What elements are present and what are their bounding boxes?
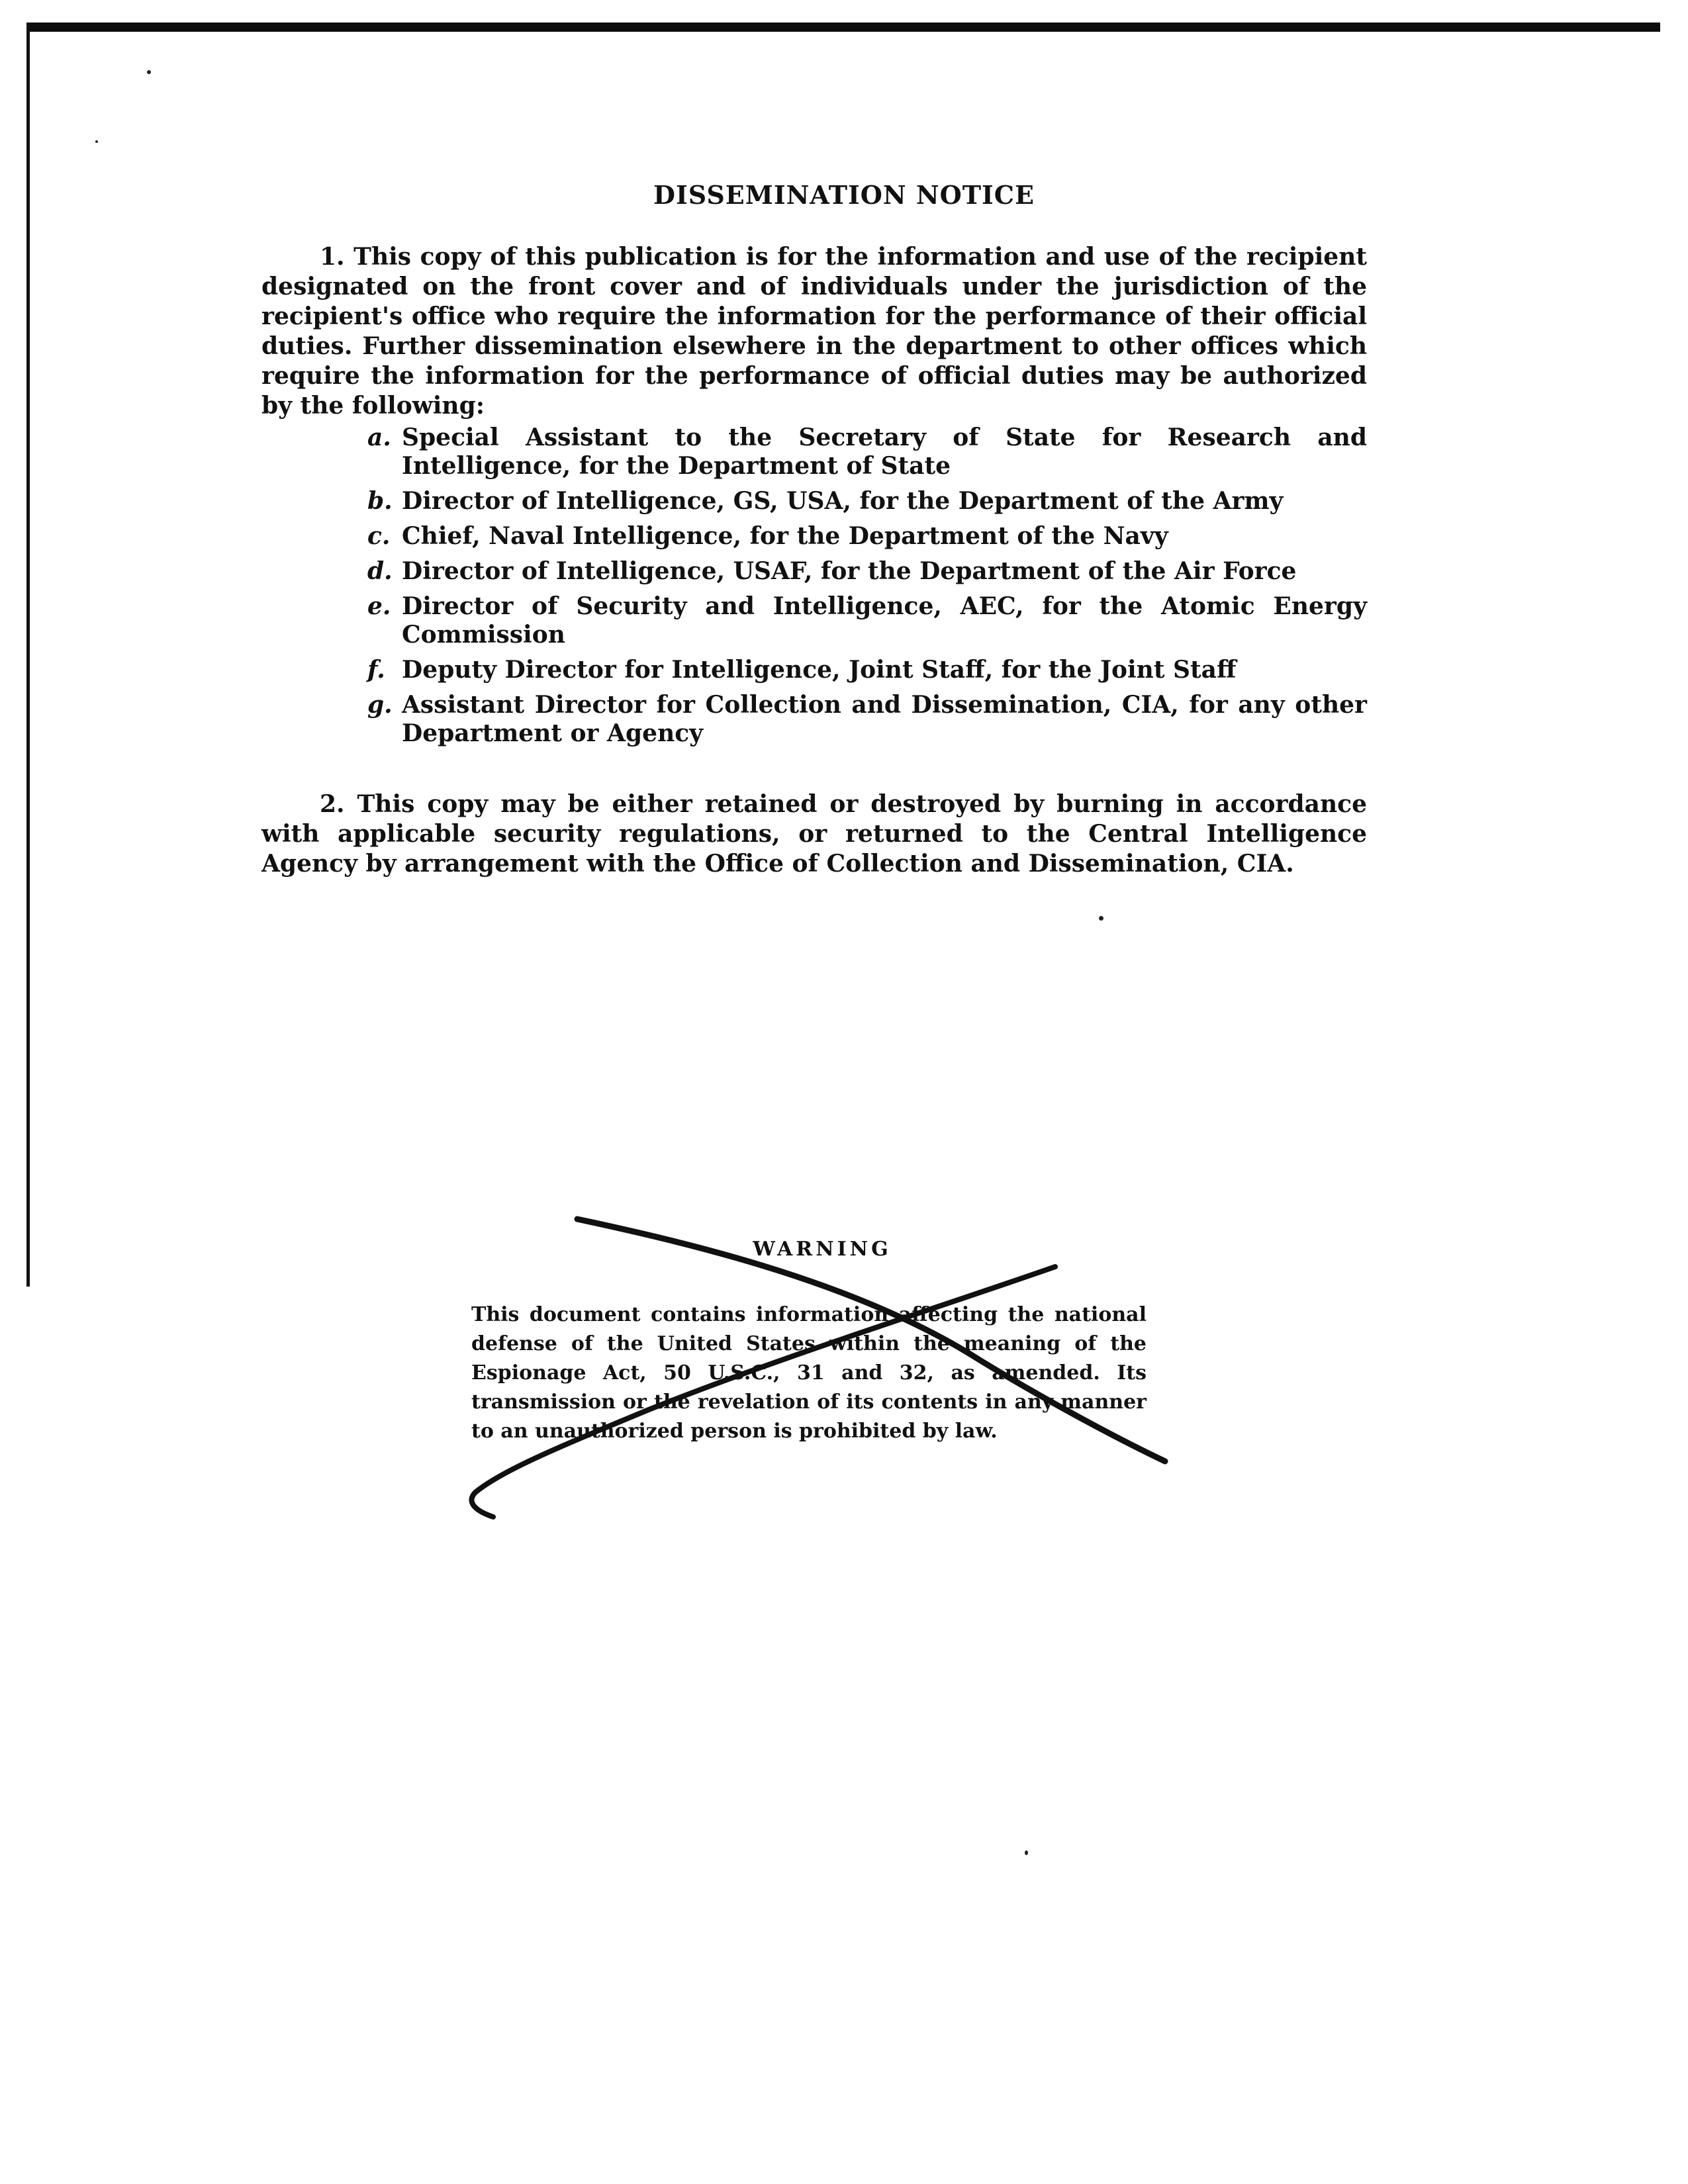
scan-speck xyxy=(1025,1850,1028,1855)
scan-speck xyxy=(1099,916,1103,921)
list-item-text: Director of Intelligence, GS, USA, for the Department of the Army xyxy=(402,487,1284,515)
scan-left-border xyxy=(26,23,30,1287)
list-item-text: Chief, Naval Intelligence, for the Department of the Navy xyxy=(402,522,1168,550)
list-item-text: Director of Intelligence, USAF, for the Department of the Air Force xyxy=(402,557,1297,585)
scan-speck xyxy=(147,70,151,74)
list-marker: f. xyxy=(367,656,385,684)
list-item xyxy=(367,656,1367,684)
notice-paragraph-2: 2. This copy may be either retained or destroyed by burning in accordance with applicable security regulations, or returned to the Central Intelligence Agency by arrangement with the Office of Collection and Dissemination, CIA. xyxy=(261,790,1367,878)
page-title: DISSEMINATION NOTICE xyxy=(653,180,1035,210)
list-marker: g. xyxy=(367,691,393,719)
list-item-text: Deputy Director for Intelligence, Joint Staff, for the Joint Staff xyxy=(402,656,1237,684)
list-item xyxy=(367,557,1367,586)
list-marker: c. xyxy=(367,522,391,550)
list-item xyxy=(367,487,1367,516)
list-item xyxy=(367,592,1367,649)
warning-title: WARNING xyxy=(753,1238,892,1261)
warning-box xyxy=(471,1238,1147,1446)
notice-paragraph-1: 1. This copy of this publication is for the information and use of the recipient designated on the front cover and of individuals under the jurisdiction of the recipient's office who require the information for the performance of their official duties. Further dissemination elsewhere in the department to other offices which require the information for the performance of official duties may be authorized by the following: xyxy=(261,243,1367,420)
list-marker: a. xyxy=(367,424,391,451)
list-marker: d. xyxy=(367,557,393,585)
scan-top-border xyxy=(29,23,1660,32)
warning-text: This document contains information affecting the national defense of the United States within the meaning of the Espionage Act, 50 U.S.C., 31 and 32, as amended. Its transmission or the revelation of its contents in any manner to an unauthorized person is prohibited by law. xyxy=(471,1303,1147,1443)
list-item-text: Special Assistant to the Secretary of State for Research and Intelligence, for the Department of State xyxy=(402,424,1367,480)
list-item xyxy=(367,424,1367,480)
authority-list xyxy=(367,424,1367,754)
list-item xyxy=(367,691,1367,748)
list-item-text: Assistant Director for Collection and Dissemination, CIA, for any other Department or Agency xyxy=(402,691,1367,747)
list-item-text: Director of Security and Intelligence, AEC, for the Atomic Energy Commission xyxy=(402,592,1367,649)
list-marker: e. xyxy=(367,592,391,620)
scan-speck xyxy=(95,140,98,143)
list-item xyxy=(367,522,1367,551)
list-marker: b. xyxy=(367,487,393,515)
